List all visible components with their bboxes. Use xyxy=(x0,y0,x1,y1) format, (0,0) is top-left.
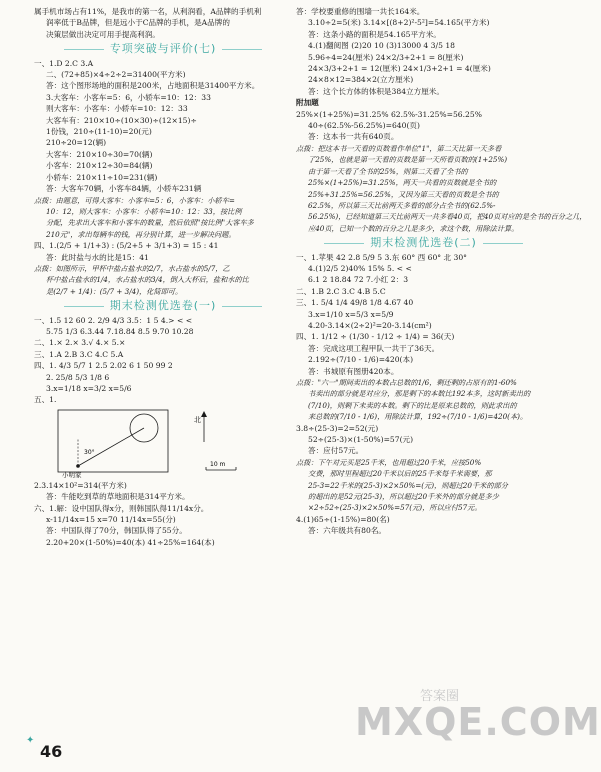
text-line: 一、1.苹果 42 2.8 5/9 5 3.东 60° 西 60° 北 30° xyxy=(296,252,467,262)
text-line: 四、1. 4/3 5/7 1 2.5 2.02 6 1 50 99 2 xyxy=(34,361,173,371)
text-line: 大客车：210×10÷30=70(辆) xyxy=(46,149,153,159)
text-line: 答：应付57元。 xyxy=(308,446,364,456)
text-line: 杯中盐占盐水的1/4，水占盐水的3/4，倒入大杯后，盐和水的比 xyxy=(46,275,249,285)
text-line: 10：12，则大客车：小客车：小轿车=10：12：33，按比例 xyxy=(46,206,242,216)
bonus-title: 附加题 xyxy=(296,98,319,108)
text-line: 点拨：如图所示，甲杯中盐占盐水的2/7，水占盐水的5/7，乙 xyxy=(34,263,230,273)
text-line: 6.1 2 18.84 72 7.小红 2：3 xyxy=(308,275,409,285)
text-line: 答：中国队得了70分，韩国队得了55分。 xyxy=(46,526,187,536)
text-line: 则大客车：小客车：小轿车=10：12：33 xyxy=(46,104,188,114)
text-line: 3.10÷2=5(米) 3.14×[(8+2)²-5²]=54.165(平方米) xyxy=(308,18,490,28)
answer-line: 二、1.× 2.× 3.√ 4.× 5.× xyxy=(34,338,126,348)
text-line: 答：学校要重修的围墙一共长164米。 xyxy=(296,7,425,16)
text-line: 24×8×12=384×2(立方厘米) xyxy=(308,75,414,85)
text-line: x-11/14x=15 x=70 11/14x=55(分) xyxy=(46,515,176,525)
text-line: 答：这个图形场地的面积是200米，占地面积是31400平方米。 xyxy=(46,81,260,91)
text-line: 答：六年级共有80名。 xyxy=(308,526,387,536)
text-line: 52÷(25-3)×(1-50%)=57(元) xyxy=(308,435,414,445)
text-line: 3.大客车：小客车=5：6，小轿车=10：12：33 xyxy=(46,92,211,102)
answer-line: 二、1.B 2.C 3.C 4.B 5.C xyxy=(296,286,386,296)
text-line: 点拨：由题意，可得大客车：小客车=5：6，小客车：小轿车= xyxy=(34,195,235,205)
watermark-logo: MXQE.COM xyxy=(355,700,601,744)
text-line: 3.8÷(25-3)=2=52(元) xyxy=(296,423,379,433)
text-line: 答：这本书一共有640页。 xyxy=(308,132,399,142)
text-line: 决策层做出决定可用手提高利润。 xyxy=(46,29,160,39)
answer-line: 3.x=1/10 x=5/3 x=5/9 xyxy=(308,309,394,319)
text-line: 40÷(62.5%-56.25%)=640(页) xyxy=(308,121,420,131)
answer-line: 四、1.(2/5 + 1/1+3) : (5/2+5 + 3/1+3) = 15 : 41 xyxy=(34,241,219,251)
text-line: 由于第一天看了全书的25%，则第二天看了全书的 xyxy=(308,166,468,176)
text-line: 25%+31.25%=56.25%，又因为第三天看的页数是全书的 xyxy=(308,189,499,199)
answer-line: 三、1. 5/4 1/4 49/8 1/8 4.67 40 xyxy=(296,298,414,308)
text-line: 210÷20=12(辆) xyxy=(46,138,107,148)
section-heading-special: 专项突破与评价(七) xyxy=(34,43,292,54)
text-line: 书卖出的部分就是对应分，那是剩下的本数比192本多，这时新卖出的 xyxy=(308,389,531,399)
text-line: 56.25%)，已经知道第三天比前两天一共多看40页，把40页对应的是全书的百分之几， xyxy=(308,212,587,222)
page-number: 46 xyxy=(40,742,63,761)
section-heading-final-1: 期末检测优选卷(一) xyxy=(34,300,292,311)
text-line: 4.(1)65÷(1-15%)=80(名) xyxy=(296,514,390,524)
text-line: 2.3.14×10²=314(平方米) xyxy=(34,480,127,490)
text-line: 的超出的是52元(25-3)，所以超过20千米外的部分就是多少 xyxy=(308,492,499,502)
answer-line: 答：此时盐与水的比是15：41 xyxy=(46,252,149,262)
text-line: 交费，那时里程超过20千米以后的25千米每千米需要，那 xyxy=(308,469,492,479)
text-line: 是(2/7 + 1/4)：(5/7 + 3/4)，化简即可。 xyxy=(46,286,183,296)
text-line: 点拨：下午对元买是25千米，也用超过20千米，应按50% xyxy=(296,457,482,467)
text-line: 1份钱，210÷(11-10)=20(元) xyxy=(46,127,152,137)
text-line: 一、1.5 12 60 2. 2/9 4/3 3.5：1 5 4.> < < xyxy=(34,315,193,325)
text-line: 大客车有：210×10÷(10×30)÷(12×15)÷ xyxy=(46,115,197,125)
text-line: 了25%，也就是第一天看的页数是第一天所看页数的(1+25%) xyxy=(308,155,508,165)
text-line: 3.x=1/18 x=3/2 x=5/6 xyxy=(46,384,132,393)
text-line: 4.(1)翻阅图 (2)20 10 (3)13000 4 3/5 18 xyxy=(308,41,455,51)
text-line: 答：这条小路的面积是54.165平方米。 xyxy=(308,29,441,39)
answer-line: 4.20-3.14×(2÷2)²=20-3.14(cm²) xyxy=(308,320,432,330)
text-line: 答：书城原有图册420本。 xyxy=(308,366,399,376)
right-column xyxy=(296,6,587,537)
direction-diagram-svg xyxy=(56,408,256,478)
text-line: 点拨：把这本书一天看的页数看作单位"1"，第二天比第一天多看 xyxy=(296,143,502,153)
field-border xyxy=(58,410,168,472)
text-line: 5.96÷4=24(厘米) 24×2/3+2+1 = 8(厘米) xyxy=(308,52,464,62)
text-line: 四、1. 1/12 ÷ (1/30 - 1/12 ÷ 1/4) = 36(天) xyxy=(296,332,455,342)
text-line: 25%×(1+25%)=31.25%，两天一共看的页数就是全书的 xyxy=(308,178,497,188)
text-line: 2. 25/8 5/3 1/8 6 xyxy=(46,372,110,382)
text-line: 点拨："六一"期间卖出的本数占总数的1/6，剩还剩的占原有的1-60% xyxy=(296,378,517,387)
text-line: 25-3=22千米的(25-3)×2×50%=(元)，则超过20千米的部分 xyxy=(308,480,508,490)
text-line: (7/10)，则剩下未卖的本数。剩下的比是原来总数的，则此求出的 xyxy=(308,400,517,410)
text-line: 答：大客车70辆，小客车84辆，小轿车231辆 xyxy=(46,184,202,194)
north-label: 北 xyxy=(194,415,201,424)
direction-diagram xyxy=(56,408,256,478)
text-line: 62.5%，所以第三天比前两天多看的部分占全书的(62.5%- xyxy=(308,200,496,210)
section-heading-final-2: 期末检测优选卷(二) xyxy=(296,237,551,248)
text-line: 六、1.解：设中国队得x分，则韩国队得11/14x分。 xyxy=(34,503,209,513)
watermark-small: 答案圈 xyxy=(420,689,460,704)
text-line: 小客车：210×12÷30=84(辆) xyxy=(46,161,153,171)
text-line: 5.75 1/3 6.3.44 7.18.84 8.5 9.70 10.28 xyxy=(46,326,194,336)
text-line: 小轿车：210×11÷10=231(辆) xyxy=(46,172,158,182)
text-line: 答：这个长方体的体积是384立方厘米。 xyxy=(308,86,444,96)
left-column xyxy=(34,6,292,548)
direction-line xyxy=(78,428,144,466)
text-line: 应40页，已知一个数的百分之几是多少，求这个数，用除法计算。 xyxy=(308,223,519,233)
text-line: 25%×(1+25%)=31.25% 62.5%-31.25%=56.25% xyxy=(296,109,482,119)
text-line: 2.20+20×(1-50%)=40(本) 41÷25%=164(本) xyxy=(46,537,215,547)
text-line: 2.192÷(7/10 - 1/6)=420(本) xyxy=(308,355,414,365)
answer-line: 五、1. xyxy=(34,395,57,405)
text-line: 来总数的(7/10 - 1/6)，用除法计算，192÷(7/10 - 1/6)=420(本)。 xyxy=(308,412,528,422)
text-line: 答：完成这项工程甲队一共干了36天。 xyxy=(308,343,440,353)
text-line: 二、(72+85)×4÷2÷2=31400(平方米) xyxy=(46,70,186,80)
text-line: 分配，先求出大客车和小客车的数量，然后依照"按比例"大客车多 xyxy=(46,218,254,228)
home-label: 小明家 xyxy=(62,470,82,479)
text-line: 润率低于B品牌，但是远小于C品牌的手机，是A品牌的 xyxy=(46,18,230,28)
angle-label: 30° xyxy=(84,448,95,456)
text-line: 答：牛能吃到草的草地面积是314平方米。 xyxy=(46,492,190,502)
text-line: 4.(1)2/5 2)40% 15% 5. < < xyxy=(308,263,412,273)
star-decoration-icon: ✦ xyxy=(26,735,35,746)
text-line: 一、1.D 2.C 3.A xyxy=(34,58,94,68)
text-line: 属手机市场占有11%，是我市的第一名，从利润看，A品牌的手机利 xyxy=(34,7,262,16)
text-line: 210元"，求出每辆车的钱，再分别计算，进一步解决问题。 xyxy=(46,229,236,239)
text-line: ×2÷52÷(25-3)×2×50%=57(元)，所以应付57元。 xyxy=(308,503,482,513)
north-arrow-icon xyxy=(201,411,207,417)
home-point xyxy=(76,464,80,468)
scale-label: 10 m xyxy=(210,460,226,468)
answer-line: 三、1.A 2.B 3.C 4.C 5.A xyxy=(34,349,124,359)
text-line: 24×3/3+2+1 = 12(厘米) 24×1/3+2+1 = 4(厘米) xyxy=(308,64,491,74)
